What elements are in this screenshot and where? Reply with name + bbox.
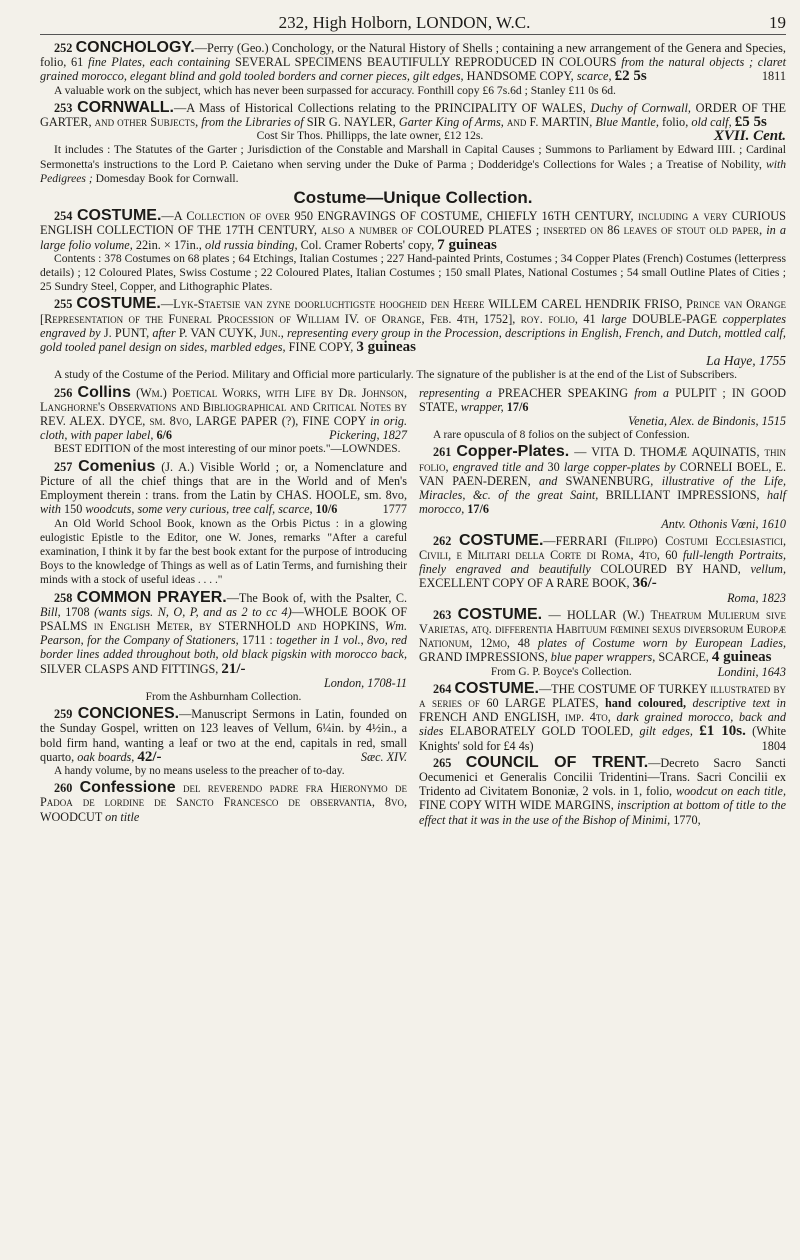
entry-text: FINE COPY WITH WIDE MARGINS, bbox=[419, 798, 618, 813]
entry-text: plates of Costume worn by European Ladies, bbox=[537, 636, 786, 651]
entry-year: 1811 bbox=[761, 69, 786, 84]
entry-text: illustrative of the Life, Miracles, &c. of the great Saint, bbox=[419, 473, 787, 503]
entry-price: £5 5s bbox=[734, 114, 767, 131]
entry-text: (White Knights' sold for £4 4s) bbox=[419, 724, 787, 753]
entry-text: old russia binding, bbox=[204, 237, 298, 252]
entry-text: —Perry (Geo.) Conchology, or the Natural History of Shells ; containing a new arrangement of the Genera and Species, folio, 61 bbox=[40, 41, 786, 70]
entry-place: London, 1708-11 bbox=[323, 675, 407, 690]
entry-price: 3 guineas bbox=[356, 339, 417, 356]
entry-text: wrapper, bbox=[460, 399, 504, 414]
entry-text: and bbox=[539, 473, 558, 488]
entry-text: 30 bbox=[543, 459, 564, 474]
entry-262 bbox=[419, 531, 787, 605]
entry-note: A valuable work on the subject, which has never been surpassed for accuracy. Fonthill copy £6 7s.6d ; Stanley £11 0s 6d. bbox=[54, 83, 616, 97]
entry-text: (Wm.) Poetical Works, with Life by Dr. Johnson, Langhorne's Observations and Bibliographical and Critical Notes by REV. ALEX. DYCE, sm. 8vo, LARGE PAPER (?), FINE COPY bbox=[40, 385, 408, 429]
entry-text: from the natural objects ; claret grained morocco, elegant blind and gold tooled borders and corner pieces, gilt edges, bbox=[40, 55, 786, 84]
entry-text: vellum, bbox=[750, 562, 786, 577]
entry-text: del reverendo padre fra Hieronymo de Padoa de lordine de Sancto Francesco de observantia, 8vo, WOODCUT bbox=[40, 781, 408, 824]
entry-heading: Comenius bbox=[78, 457, 156, 475]
entry-number: 257 bbox=[54, 459, 73, 474]
entry-264 bbox=[419, 679, 787, 753]
entry-note: From the Ashburnham Collection. bbox=[145, 690, 302, 703]
entry-text: ORDER OF THE GARTER, and other Subjects, bbox=[40, 100, 786, 130]
entry-note: A rare opuscula of 8 folios on the subject of Confession. bbox=[433, 429, 690, 442]
entry-heading: CORNWALL. bbox=[77, 98, 174, 116]
entry-place: Venetia, Alex. de Bindonis, 1515 bbox=[628, 414, 786, 429]
entry-text: hand coloured, bbox=[604, 695, 687, 710]
page-number: 19 bbox=[769, 12, 786, 32]
two-column-listing bbox=[40, 383, 787, 830]
entry-text: old calf, bbox=[691, 115, 732, 130]
entry-price: 36/- bbox=[632, 575, 657, 592]
entry-text: J. PUNT, bbox=[100, 325, 153, 340]
entry-price: 10/6 bbox=[315, 502, 338, 517]
entry-heading: Collins bbox=[77, 383, 131, 401]
entry-heading: Confessione bbox=[79, 779, 176, 797]
entry-text: COLOURED BY HAND, bbox=[590, 562, 751, 577]
entry-260-continued bbox=[419, 386, 786, 443]
entry-263 bbox=[419, 605, 787, 679]
entry-text: in a large folio volume, bbox=[40, 223, 786, 252]
entry-heading: CONCIONES. bbox=[77, 705, 180, 723]
entry-place: Antv. Othonis Vœni, 1610 bbox=[661, 516, 786, 531]
entry-260 bbox=[40, 781, 407, 824]
entry-note: with Pedigrees ; bbox=[40, 157, 786, 185]
entry-text: full-length Portraits, finely engraved and beautifully bbox=[419, 547, 786, 577]
entry-heading: COSTUME. bbox=[458, 531, 544, 549]
entry-text: representing every group in the Procession, descriptions in English, French, and Dutch, mottled calf, gold tooled panel design on sides, marbled edges, bbox=[40, 325, 787, 355]
entry-number: 258 bbox=[54, 590, 73, 605]
entry-text: — HOLLAR (W.) Theatrum Mulierum sive Varietas, atq. differentia Habituum fœminei sexus diversorum Europæ Nationum, 12mo, 48 bbox=[419, 607, 787, 651]
entry-price: 17/6 bbox=[467, 502, 489, 517]
entry-254 bbox=[40, 209, 786, 294]
entry-text: Garter King of Arms, bbox=[398, 115, 504, 130]
entry-text: woodcuts, some very curious, tree calf, scarce, bbox=[85, 502, 313, 517]
entry-259 bbox=[40, 707, 407, 778]
entry-text: Wm. Pearson, for the Company of Stationers, bbox=[40, 618, 407, 648]
entry-text: on title bbox=[105, 809, 140, 824]
entry-text: SCARCE, bbox=[655, 650, 712, 665]
entry-256 bbox=[40, 383, 408, 457]
entry-number: 261 bbox=[433, 445, 452, 460]
entry-heading: COMMON PRAYER. bbox=[76, 588, 227, 606]
entry-text: EXCELLENT COPY OF A RARE BOOK, bbox=[419, 576, 633, 591]
entry-heading: COSTUME. bbox=[76, 295, 161, 313]
entry-text: BRILLIANT IMPRESSIONS, bbox=[598, 488, 768, 503]
entry-price: 4 guineas bbox=[711, 649, 772, 666]
entry-number: 260 bbox=[54, 781, 73, 796]
entry-text: SEVERAL SPECIMENS BEAUTIFULLY REPRODUCED IN COLOURS bbox=[230, 55, 622, 70]
entry-261 bbox=[419, 445, 786, 530]
entry-text: scarce, bbox=[576, 69, 612, 84]
entry-price: 6/6 bbox=[156, 428, 173, 443]
entry-note: It includes : The Statutes of the Garter ; Jurisdiction of the Constable and Marshall in Capital Causes ; Summons to Parliament by Edward IIII. ; Cardinal Sermonetta's instructions to the Lord P. Caietano when serving under the Duke of Parma ; Dodderidge's Collections for Wales ; a Treatise of Nobility, bbox=[40, 143, 786, 171]
entry-century: Sæc. XIV. bbox=[360, 749, 407, 764]
page-header bbox=[40, 0, 786, 35]
entry-text: —A Mass of Historical Collections relating to the PRINCIPALITY OF WALES, bbox=[173, 100, 591, 115]
entry-cost: Cost Sir Thos. Phillipps, the late owner, £12 12s. bbox=[256, 129, 484, 143]
entry-text: gilt edges, bbox=[639, 724, 693, 739]
entry-price: 21/- bbox=[221, 660, 246, 677]
entry-text: —FERRARI (Filippo) Costumi Ecclesiastici, Civili, e Militari della Corte di Roma, 4to, 60 bbox=[419, 533, 787, 562]
entry-number: 263 bbox=[433, 607, 452, 622]
entry-price: 42/- bbox=[137, 748, 162, 765]
entry-text: oak boards, bbox=[77, 749, 135, 764]
entry-note: A handy volume, by no means useless to the preacher of to-day. bbox=[54, 764, 345, 777]
entry-text: P. VAN CUYK, Jun., bbox=[175, 325, 288, 340]
entry-text: —WHOLE BOOK OF PSALMS in English Meter, by STERNHOLD and HOPKINS, bbox=[40, 604, 407, 633]
entry-text: (J. A.) Visible World ; or, a Nomenclature and Picture of all the chief things that are in the World and of Men's Employment therein : trans. from the Latin by CHAS. HOOLE, sm. 8vo, bbox=[40, 459, 407, 503]
entry-text: — VITA D. THOMÆ AQUINATIS, thin folio, bbox=[419, 445, 787, 474]
entry-number: 265 bbox=[433, 755, 452, 770]
entry-text: with bbox=[40, 502, 61, 517]
entry-text: CORNELI BOEL, E. VAN PAEN-DEREN, bbox=[419, 459, 787, 488]
entry-year: 1804 bbox=[761, 738, 786, 753]
entry-text: together in 1 vol., 8vo, red border lines added throughout both, old black pigskin with morocco back, bbox=[40, 633, 408, 662]
entry-text: copperplates engraved by bbox=[40, 311, 786, 340]
entry-note: Domesday Book for Cornwall. bbox=[92, 171, 239, 185]
entry-heading: COUNCIL OF TRENT. bbox=[465, 753, 649, 771]
entry-heading: CONCHOLOGY. bbox=[75, 39, 195, 56]
entry-number: 253 bbox=[54, 100, 73, 115]
entry-text: large bbox=[601, 311, 627, 326]
entry-text: inscription at bottom of title to the effect that it was in the use of the Bishop of Minimi, bbox=[419, 798, 787, 827]
entry-257 bbox=[40, 457, 407, 588]
entry-number: 259 bbox=[54, 707, 73, 722]
entry-text: SILVER CLASPS AND FITTINGS, bbox=[40, 661, 222, 676]
entry-price: £2 5s bbox=[614, 68, 647, 85]
entry-number: 254 bbox=[54, 209, 73, 224]
entry-note: An Old World School Book, known as the Orbis Pictus : in a glowing eulogistic Epistle to the Editor, one W. Jones, remarks "After a careful examination, I think it by far the best book extant for the purpose of introducing Boys to the knowledge of Things as well as of Latin Terms, and furnishing their minds with a stock of useful ideas . . . ." bbox=[40, 517, 407, 587]
entry-252 bbox=[40, 41, 786, 98]
entry-heading: Copper-Plates. bbox=[456, 443, 570, 461]
entry-text: —The Book of, with the Psalter, C. bbox=[226, 590, 407, 605]
entry-text: representing a bbox=[419, 385, 492, 400]
entry-text: and F. MARTIN, bbox=[503, 115, 596, 130]
entry-number: 256 bbox=[54, 385, 73, 400]
entry-text: woodcut on each title, bbox=[675, 784, 786, 799]
entry-price: 17/6 bbox=[506, 399, 529, 414]
entry-text: 1708 bbox=[60, 604, 95, 619]
entry-note: Contents : 378 Costumes on 68 plates ; 64 Etchings, Italian Costumes ; 227 Hand-painted Prints, Costumes ; 34 Copper Plates (French) Costumes (letterpress details) ; 12 Coloured Plates, Swiss Costume ; 22 Coloured Plates, Italian Costumes ; 150 small Plates, National Costumes ; 54 small Outline Plates of Cities ; 25 Sundry Steel, Copper, and Lithographic Plates. bbox=[40, 251, 786, 294]
entry-year: 1777 bbox=[382, 502, 407, 517]
running-title: 232, High Holborn, LONDON, W.C. bbox=[278, 12, 531, 32]
entry-text: —A Collection of over 950 ENGRAVINGS OF COSTUME, CHIEFLY 16TH CENTURY, including a very CURIOUS ENGLISH COLLECTION OF THE 17TH CENTURY, also a number of COLOURED PLATES ; inserted on 86 leaves of stout old paper, bbox=[40, 209, 786, 238]
entry-heading: COSTUME. bbox=[457, 605, 543, 623]
entry-place: La Haye, 1755 bbox=[706, 353, 786, 369]
entry-place: Pickering, 1827 bbox=[329, 428, 407, 443]
entry-text: HANDSOME COPY, bbox=[463, 69, 577, 84]
entry-century: XVII. Cent. bbox=[713, 128, 786, 145]
entry-255 bbox=[40, 297, 786, 382]
entry-heading: COSTUME. bbox=[76, 207, 162, 225]
entry-text: fine Plates, each containing bbox=[88, 55, 231, 70]
entry-text: —Lyk-Staetsie van zyne doorluchtigste hoogheid den Heere WILLEM CAREL HENDRIK FRISO, Prince van Orange [Representation of the Funeral Procession of William IV. of Orange, Feb. 4th, 1752], roy. folio, 41 bbox=[40, 297, 786, 326]
entry-text: after bbox=[152, 325, 176, 340]
entry-text: descriptive text in bbox=[686, 695, 786, 710]
entry-258 bbox=[40, 588, 408, 705]
entry-note: BEST EDITION of the most interesting of our minor poets."—LOWNDES. bbox=[54, 443, 401, 456]
entry-text: half morocco, bbox=[419, 488, 786, 517]
entry-text: from a bbox=[634, 385, 669, 400]
right-column bbox=[419, 386, 786, 830]
entry-text: SIR G. NAYLER, bbox=[303, 115, 399, 130]
entry-note: A study of the Costume of the Period. Military and Official more particularly. The signature of the publisher is at the end of the List of Subscribers. bbox=[54, 368, 738, 382]
entry-text: dark grained morocco, back and sides bbox=[419, 710, 786, 739]
entry-text: FINE COPY, bbox=[285, 340, 357, 355]
entry-text: GRAND IMPRESSIONS, bbox=[419, 650, 551, 665]
entry-text: from the Libraries of bbox=[201, 115, 304, 130]
entry-note: From G. P. Boyce's Collection. bbox=[490, 665, 632, 678]
left-column bbox=[40, 383, 408, 830]
entry-text: large copper-plates by bbox=[563, 459, 676, 474]
entry-text: Bill, bbox=[40, 604, 61, 619]
entry-place: Londini, 1643 bbox=[717, 664, 786, 679]
entry-number: 262 bbox=[433, 533, 452, 548]
entry-text: ELABORATELY GOLD TOOLED, bbox=[443, 724, 640, 739]
entry-text: folio, bbox=[658, 115, 692, 130]
entry-text: in orig. cloth, with paper label, bbox=[40, 414, 407, 443]
entry-265 bbox=[419, 753, 787, 827]
entry-price: 7 guineas bbox=[437, 236, 497, 253]
entry-text: Duchy of Cornwall, bbox=[590, 100, 691, 115]
entry-text: SWANENBURG, bbox=[557, 473, 662, 488]
entry-text: 150 bbox=[61, 502, 86, 517]
entry-text: —Decreto Sacro Sancti Oecumenici et Generalis Concilii Tridentini—Trans. Sacri Concilii ex Tridento ad Civitatem Bononiæ, 2 vols. in 1, folio, bbox=[419, 755, 787, 799]
entry-text: 22in. × 17in., bbox=[132, 237, 205, 252]
entry-text: FRENCH AND ENGLISH, imp. 4to, bbox=[419, 710, 617, 725]
entry-text: engraved title and bbox=[452, 459, 544, 474]
entry-place: Roma, 1823 bbox=[727, 590, 786, 605]
entry-text: 1770, bbox=[670, 812, 701, 827]
entry-text: 1711 : bbox=[238, 633, 277, 648]
entry-text: —Manuscript Sermons in Latin, founded on the Sunday Gospel, written on 123 leaves of Vellum, 6¼in. by 4½in., a bold firm hand, wanting a leaf or two at the end, capitals in red, small quarto, bbox=[40, 707, 408, 764]
entry-heading: COSTUME. bbox=[454, 679, 539, 697]
entry-text: Col. Cramer Roberts' copy, bbox=[297, 237, 438, 252]
entry-number: 255 bbox=[54, 297, 73, 312]
entry-text: blue paper wrappers, bbox=[550, 650, 656, 665]
entry-number: 252 bbox=[54, 41, 73, 55]
entry-text: PREACHER SPEAKING bbox=[491, 385, 635, 400]
entry-text: PULPIT ; IN GOOD STATE, bbox=[419, 385, 787, 414]
entry-number: 264 bbox=[433, 681, 452, 696]
entry-text: —THE COSTUME OF TURKEY illustrated by a series of 60 LARGE PLATES, bbox=[419, 681, 786, 710]
entry-price: £1 10s. bbox=[699, 723, 746, 740]
entry-text: (wants sigs. N, O, P, and as 2 to cc 4) bbox=[94, 604, 292, 619]
section-heading: Costume—Unique Collection. bbox=[293, 188, 533, 208]
entry-text: DOUBLE-PAGE bbox=[626, 311, 723, 326]
entry-253 bbox=[40, 98, 786, 186]
entry-text: Blue Mantle, bbox=[595, 115, 659, 130]
